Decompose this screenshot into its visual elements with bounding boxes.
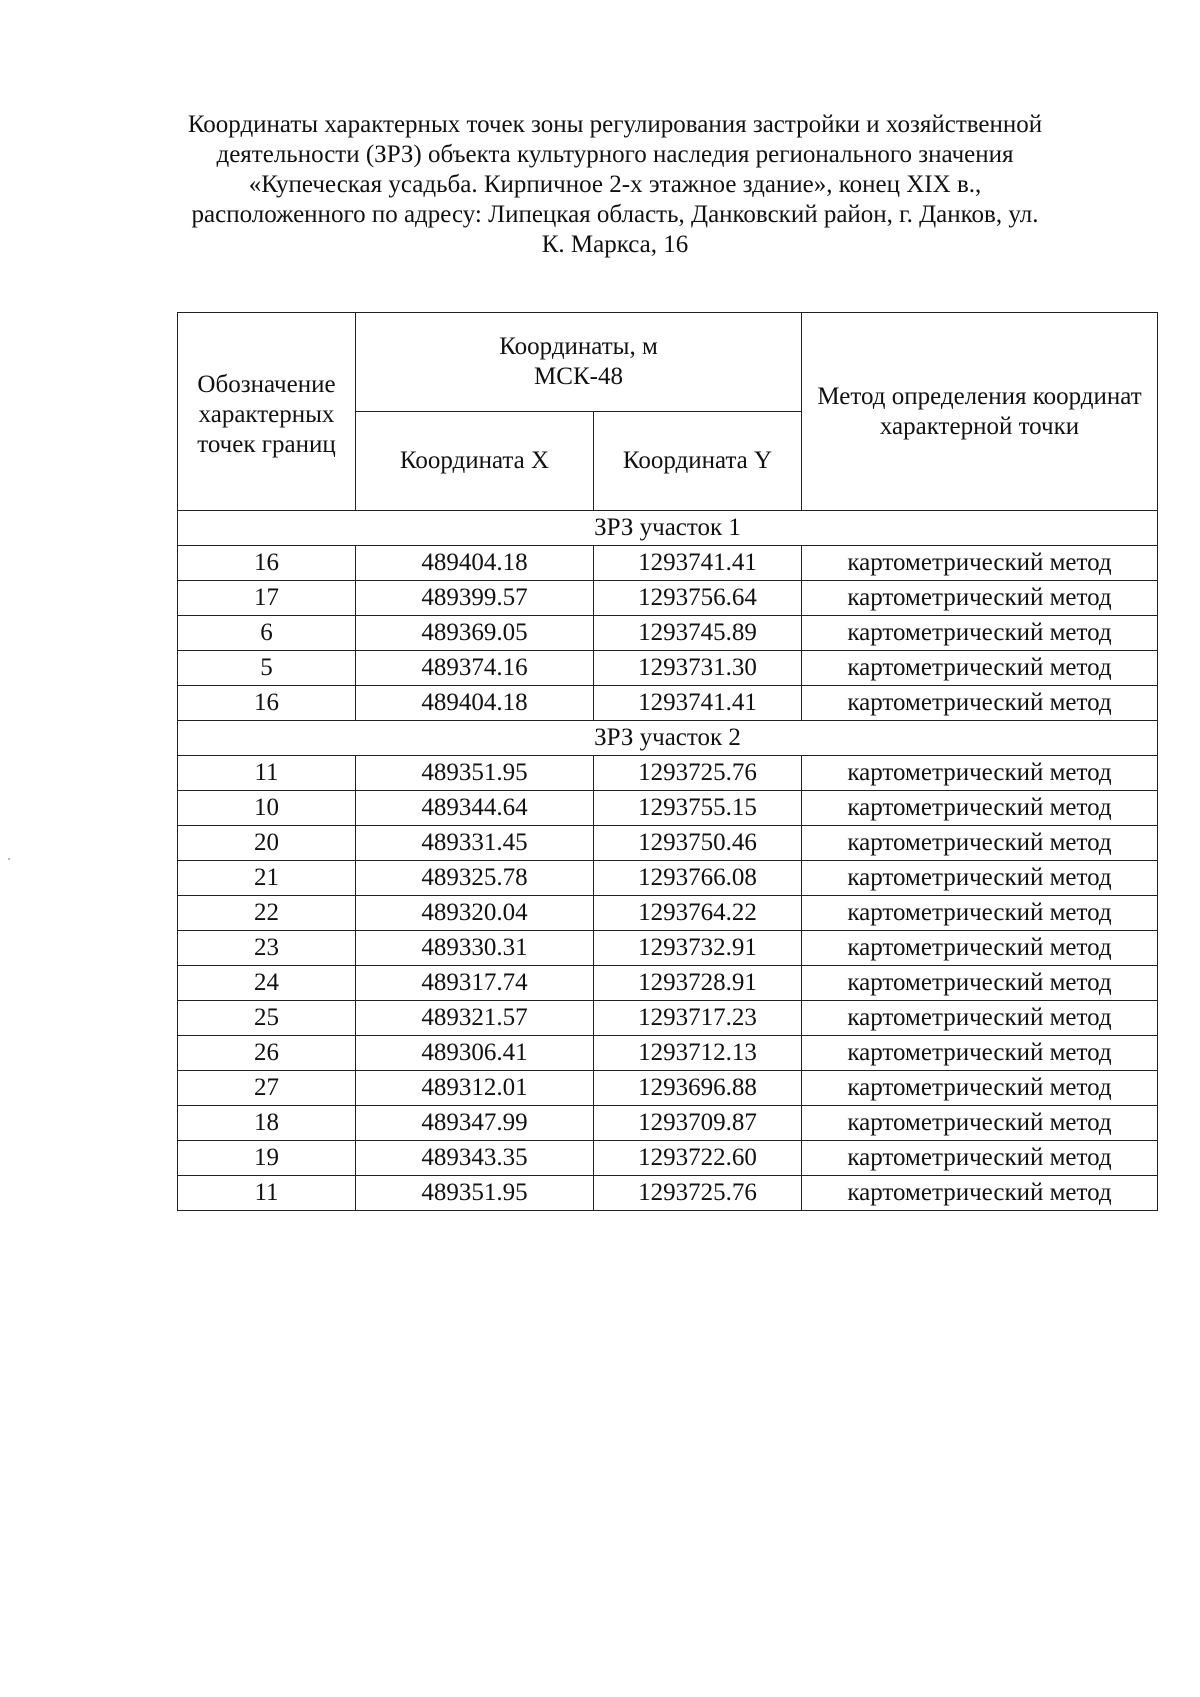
table-row: [178, 581, 1158, 616]
coord-x-cell: 489325.78: [356, 861, 594, 896]
method-cell: картометрический метод: [802, 1001, 1158, 1036]
point-cell: 21: [178, 861, 356, 896]
table-row: [178, 1036, 1158, 1071]
coord-y-cell: 1293766.08: [594, 861, 802, 896]
method-cell: картометрический метод: [802, 1141, 1158, 1176]
point-cell: 5: [178, 651, 356, 686]
method-cell: картометрический метод: [802, 756, 1158, 791]
section-title: ЗРЗ участок 1: [178, 511, 1158, 546]
method-cell: картометрический метод: [802, 896, 1158, 931]
section-title: ЗРЗ участок 2: [178, 721, 1158, 756]
point-cell: 11: [178, 756, 356, 791]
coord-x-cell: 489369.05: [356, 616, 594, 651]
title-line: расположенного по адресу: Липецкая область, Данковский район, г. Данков, ул.: [191, 201, 1039, 228]
header-coord-x: Координата X: [356, 412, 594, 511]
coord-x-cell: 489343.35: [356, 1141, 594, 1176]
header-designation: Обозначение характерных точек границ: [178, 313, 356, 511]
method-cell: картометрический метод: [802, 546, 1158, 581]
title-line: Координаты характерных точек зоны регулирования застройки и хозяйственной: [187, 111, 1043, 138]
coord-y-cell: 1293732.91: [594, 931, 802, 966]
coord-y-cell: 1293712.13: [594, 1036, 802, 1071]
coord-y-cell: 1293745.89: [594, 616, 802, 651]
method-cell: картометрический метод: [802, 1106, 1158, 1141]
coord-y-cell: 1293722.60: [594, 1141, 802, 1176]
method-cell: картометрический метод: [802, 931, 1158, 966]
table-header: [178, 313, 1158, 511]
document-title: [160, 110, 1070, 260]
point-cell: 22: [178, 896, 356, 931]
table-row: [178, 1001, 1158, 1036]
method-cell: картометрический метод: [802, 1071, 1158, 1106]
method-cell: картометрический метод: [802, 861, 1158, 896]
header-coordinates-group: [356, 313, 802, 412]
section-row: [178, 721, 1158, 756]
table-row: [178, 616, 1158, 651]
coord-y-cell: 1293725.76: [594, 1176, 802, 1211]
coord-x-cell: 489321.57: [356, 1001, 594, 1036]
method-cell: картометрический метод: [802, 826, 1158, 861]
method-cell: картометрический метод: [802, 1036, 1158, 1071]
method-cell: картометрический метод: [802, 966, 1158, 1001]
coord-x-cell: 489347.99: [356, 1106, 594, 1141]
point-cell: 25: [178, 1001, 356, 1036]
table-row: [178, 931, 1158, 966]
point-cell: 24: [178, 966, 356, 1001]
title-line: деятельности (ЗРЗ) объекта культурного наследия регионального значения: [216, 141, 1014, 168]
coord-x-cell: 489306.41: [356, 1036, 594, 1071]
coord-x-cell: 489320.04: [356, 896, 594, 931]
point-cell: 16: [178, 546, 356, 581]
title-line: К. Маркса, 16: [541, 231, 689, 258]
coord-y-cell: 1293741.41: [594, 546, 802, 581]
method-cell: картометрический метод: [802, 791, 1158, 826]
table-row: [178, 966, 1158, 1001]
table-body: [178, 511, 1158, 1211]
coord-y-cell: 1293709.87: [594, 1106, 802, 1141]
title-line: «Купеческая усадьба. Кирпичное 2-х этажное здание», конец XIX в.,: [248, 171, 982, 198]
coord-y-cell: 1293696.88: [594, 1071, 802, 1106]
point-cell: 6: [178, 616, 356, 651]
coord-y-cell: 1293756.64: [594, 581, 802, 616]
coordinates-table: [177, 312, 1158, 1211]
point-cell: 17: [178, 581, 356, 616]
coord-x-cell: 489351.95: [356, 1176, 594, 1211]
coord-y-cell: 1293728.91: [594, 966, 802, 1001]
table-row: [178, 1071, 1158, 1106]
point-cell: 26: [178, 1036, 356, 1071]
table-row: [178, 826, 1158, 861]
table-row: [178, 861, 1158, 896]
method-cell: картометрический метод: [802, 686, 1158, 721]
coord-x-cell: 489344.64: [356, 791, 594, 826]
coord-y-cell: 1293731.30: [594, 651, 802, 686]
coord-x-cell: 489404.18: [356, 546, 594, 581]
coord-y-cell: 1293755.15: [594, 791, 802, 826]
coord-y-cell: 1293741.41: [594, 686, 802, 721]
point-cell: 27: [178, 1071, 356, 1106]
table-row: [178, 686, 1158, 721]
table-row: [178, 651, 1158, 686]
coord-x-cell: 489399.57: [356, 581, 594, 616]
scan-speck: [8, 858, 10, 860]
coord-y-cell: 1293725.76: [594, 756, 802, 791]
method-cell: картометрический метод: [802, 581, 1158, 616]
point-cell: 16: [178, 686, 356, 721]
table-row: [178, 546, 1158, 581]
coord-x-cell: 489317.74: [356, 966, 594, 1001]
method-cell: картометрический метод: [802, 651, 1158, 686]
point-cell: 20: [178, 826, 356, 861]
point-cell: 19: [178, 1141, 356, 1176]
coord-y-cell: 1293717.23: [594, 1001, 802, 1036]
coord-x-cell: 489312.01: [356, 1071, 594, 1106]
header-coordinates-label: Координаты, м: [499, 333, 658, 360]
point-cell: 10: [178, 791, 356, 826]
coord-x-cell: 489330.31: [356, 931, 594, 966]
table-row: [178, 1141, 1158, 1176]
point-cell: 23: [178, 931, 356, 966]
coord-y-cell: 1293750.46: [594, 826, 802, 861]
coord-x-cell: 489404.18: [356, 686, 594, 721]
table-row: [178, 896, 1158, 931]
coord-x-cell: 489351.95: [356, 756, 594, 791]
table-row: [178, 756, 1158, 791]
point-cell: 11: [178, 1176, 356, 1211]
table-row: [178, 791, 1158, 826]
table-row: [178, 1106, 1158, 1141]
header-coord-y: Координата Y: [594, 412, 802, 511]
method-cell: картометрический метод: [802, 1176, 1158, 1211]
section-row: [178, 511, 1158, 546]
header-method: Метод определения координат характерной точки: [802, 313, 1158, 511]
point-cell: 18: [178, 1106, 356, 1141]
coord-y-cell: 1293764.22: [594, 896, 802, 931]
method-cell: картометрический метод: [802, 616, 1158, 651]
coord-x-cell: 489331.45: [356, 826, 594, 861]
table-row: [178, 1176, 1158, 1211]
header-coordinate-system: МСК-48: [534, 363, 623, 390]
coord-x-cell: 489374.16: [356, 651, 594, 686]
